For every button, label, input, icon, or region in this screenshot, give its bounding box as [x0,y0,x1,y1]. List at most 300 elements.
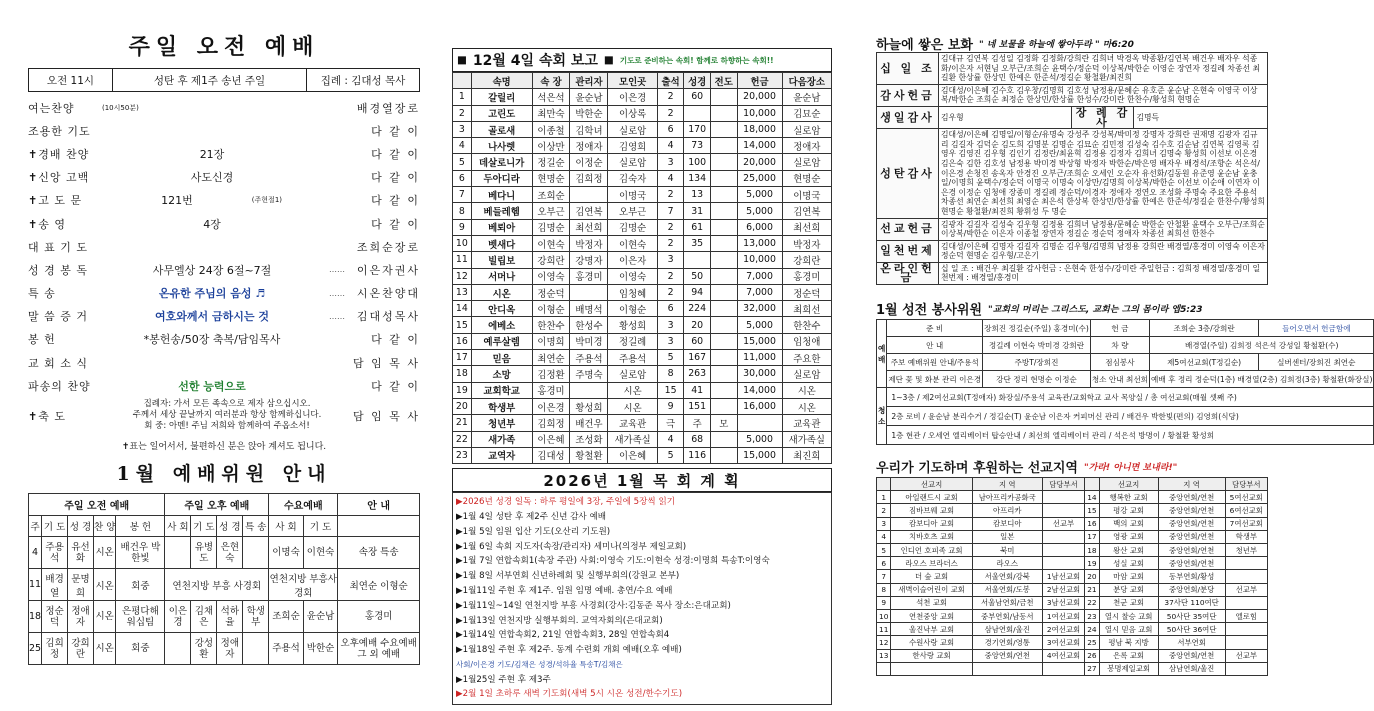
cell-report-col: 전도 [710,73,737,89]
service-row [877,371,1374,388]
cell-report-cell: 170 [684,121,711,137]
mission-cell: 5 [877,544,891,557]
mission-cell: 남아프리카공화국 [972,491,1042,504]
service-side: 예 배 [877,320,887,388]
order-label: 말 씀 증 거 [28,310,88,324]
order-label: 대 표 기 도 [28,240,88,254]
mission-cell: 13 [877,649,891,662]
cleaning-row [877,407,1374,426]
mission-cell: 삼남연회/울진 [972,623,1042,636]
mission-cell: 7여선교회 [1225,517,1267,530]
offering-column [876,0,1373,711]
mission-cell: 치바호츠 교회 [891,530,972,543]
mission-row [877,583,1268,596]
service-cell: 들어오면서 헌금함에 [1259,320,1374,337]
cell-report-cell: 17 [453,350,472,366]
committee-cell: 홍경미 [338,601,420,633]
offering-row [877,53,1268,85]
cell-report-cell: 14,000 [737,382,782,398]
committee-sub: 특 송 [243,516,269,537]
plan-item: ▶1월 5일 임원 입산 기도(오산리 기도원) [456,526,611,537]
cell-report-cell: 나사렛 [471,138,532,154]
order-who: 시온찬양대 [356,287,420,301]
cell-report-cell: 배명석 [570,301,608,317]
cell-report-cell [710,121,737,137]
stand-note: ✝표는 일어서서, 불편하신 분은 앉아 계셔도 됩니다. [121,442,327,453]
offering-names: 김우형 [939,106,1072,128]
cell-report-cell: 61 [684,219,711,235]
cell-report-cell: 실로암 [608,121,657,137]
committee-sub: 사 회 [269,516,304,537]
cell-report-cell: 10,000 [737,252,782,268]
mission-cell: 서울남연회/금천 [972,596,1042,609]
committee-row [29,633,420,665]
cell-report-cell: 윤순남 [782,89,831,105]
mission-cell: 21 [1085,583,1099,596]
mission-cell [1042,557,1084,570]
benediction-line: 회 중: 아멘! 주님 저희와 함께하여 주옵소서! [144,421,310,432]
offering-names: 김대규 김연복 김성일 김정화 김정화/강희란 김희녀 박경옥 박종환/김연복 배건우 배자우 석종화/이은자 서현님 오부근/조희순 윤택수/정순덕 이상복/박한순 이영순 장연자 정길례 차종선 최길환 한상률 한상민 한예은 한준석/정길순 황철환/최진희 [939,53,1268,85]
cell-report-cell: 정애자 [570,138,608,154]
offerings-table [876,52,1268,285]
order-row [28,258,420,281]
cell-report-cell: 14,000 [737,138,782,154]
mission-header [876,455,1268,477]
cell-report-cell: 6,000 [737,219,782,235]
order-who: 다 같 이 [371,217,420,231]
cell-report-cell: 이은혜 [608,447,657,463]
order-label: ✝경배 찬양 [28,147,90,161]
mission-cell: 인디언 호피족 교회 [891,544,972,557]
cell-report-cell: 3 [657,333,684,349]
cell-report-row [453,447,832,463]
cell-report-cell: 이형순 [608,301,657,317]
cell-report-cell: 9 [453,219,472,235]
order-label: 파송의 찬양 [28,379,91,393]
mission-cell: 15 [1085,504,1099,517]
cell-report-note: 기도로 준비하는 속회! 함께로 하향하는 속회!! [619,55,774,65]
cell-report-cell [570,284,608,300]
committee-sub: 기 도 [191,516,217,537]
mission-cell: 캄보디아 교회 [891,517,972,530]
cell-report-cell: 한찬수 [532,317,570,333]
offering-kind: 생일감사 [877,106,939,128]
mission-cell: 중앙연회/연천 [1158,544,1225,557]
cell-report-cell: 최선희 [782,219,831,235]
heaven-treasure-header [876,34,1268,52]
service-cell: 정길례 이현숙 박미경 강희란 [983,337,1091,354]
cell-report-cell: 5,000 [737,431,782,447]
committee-cell: 정애자 [217,633,243,665]
committee-sub: 기 도 [303,516,338,537]
mission-cell: 연천중앙 교회 [891,609,972,622]
mission-cell: 5여선교회 [1225,491,1267,504]
offering-row [877,129,1268,218]
cell-report-row [453,301,832,317]
service-cell: 주보 예배위원 안내/주용석 [887,354,983,371]
offering-row [877,218,1268,240]
mission-cell: 일본 [972,530,1042,543]
order-who: 다 같 이 [371,333,420,347]
cell-report-cell: 최희선 [782,301,831,317]
cell-report-col: 속명 [471,73,532,89]
cell-report-cell: 김묘순 [782,105,831,121]
square-icon: ■ [603,54,614,66]
plan-item: ▶1월18일 주현 후 제2주. 동계 수련회 개회 예배(오후 예배) [456,645,682,656]
cell-report-cell: 벳새다 [471,235,532,251]
offering-names: 김대성/이은혜 김명자 김길자 김명순 김우형/김명희 남정용 강희란 배경열/홍경미 이영숙 이은자 정순덕 현명순 김우형/고은기 [939,240,1268,262]
committee-cell: 이명숙 [269,537,304,569]
cell-report-cell: 임청혜 [608,284,657,300]
service-sermon-day: 성탄 후 제1주 송년 주일 [113,69,307,91]
committee-sub: 봉 헌 [116,516,165,537]
cell-report-cell: 5 [657,447,684,463]
mission-cell: 서부연회 [1158,636,1225,649]
service-cell: 주방T/장희진 [983,354,1091,371]
order-row [28,189,420,212]
order-row [28,142,420,165]
cell-report-cell: 이명국 [782,187,831,203]
mission-cell: 50사단 35여단 [1158,609,1225,622]
offering-row [877,84,1268,106]
cell-report-cell: 조성화 [570,431,608,447]
committee-cell: 은현숙 [217,537,243,569]
cell-report-cell: 예루살렘 [471,333,532,349]
order-item: 21장 [199,147,225,161]
cell-report-cell: 18,000 [737,121,782,137]
cell-report-cell: 강희란 [532,252,570,268]
cell-report-row [453,252,832,268]
offering-names: 김광자 김길자 김성숙 김우형 김정용 김희녀 남정용/문혜순 박한순 안철환 윤택수 오부근/조희순 이상복/박한순 이은자 이종철 장연자 정길순 정순덕 정애자 차종선 최희선 한찬수 [939,218,1268,240]
cell-report-cell: 4 [657,170,684,186]
plan-item: 사회/이은경 기도/김채은 성경/석하율 특송T/김채은 [456,659,623,669]
cell-report-cell: 에베소 [471,317,532,333]
cell-report-cell: 고린도 [471,105,532,121]
cell-report-cell [710,203,737,219]
cell-report-cell: 이은경 [608,89,657,105]
cell-report-col: 성경 [684,73,711,89]
cell-report-cell: 35 [684,235,711,251]
cell-report-cell: 134 [684,170,711,186]
committee-group: 주일 오후 예배 [165,494,269,516]
mission-cell: 열시 믿음 교회 [1099,623,1158,636]
order-row [28,235,420,258]
heaven-verse: " 네 보물을 하늘에 쌓아두라 " 마6:20 [978,39,1134,50]
mission-cell: 북미 [972,544,1042,557]
cell-report-cell: 강명자 [570,252,608,268]
cell-report-column [452,0,832,711]
cleaning-row [877,388,1374,407]
cell-report-cell: 6 [657,121,684,137]
order-label: 여는찬양 [28,101,75,115]
cell-report-cell: 김영희 [608,138,657,154]
committee-cell: 유병도 [191,537,217,569]
mission-cell: 중앙연회/연천 [1158,557,1225,570]
order-row [28,328,420,351]
service-header [28,68,420,92]
order-row [28,119,420,142]
cell-report-col: 관리자 [570,73,608,89]
cell-report-cell [684,252,711,268]
mission-cell: 4여선교회 [1042,649,1084,662]
mission-cell: 석천 교회 [891,596,972,609]
cell-report-cell [710,219,737,235]
service-cell: 점심봉사 [1090,354,1149,371]
cell-report-cell: 정길례 [608,333,657,349]
cell-report-row [453,154,832,170]
order-who: 다 같 이 [371,147,420,161]
mission-cell [1042,504,1084,517]
cell-report-cell: 13,000 [737,235,782,251]
mission-cell: 라오스 [972,557,1042,570]
cell-report-col: 출석 [657,73,684,89]
committee-cell: 윤순남 [303,601,338,633]
mission-cell: 경기연회/영통 [972,636,1042,649]
cell-report-row [453,235,832,251]
service-cell: 제단 꽃 및 화분 관리 이은경 [887,371,983,388]
committee-cell: 유선화 [68,537,94,569]
mission-cell: 8 [877,583,891,596]
cell-report-cell: 5 [657,350,684,366]
offering-names: 김대성/이은혜 김수호 김우창/김명희 김호성 남정용/문혜순 유호준 윤순남 은현숙 이영국 이상복/박한순 조희순 최정순 한상민/한상률 한성수/강미란 한찬수/황성희 현명순 [939,84,1268,106]
mission-cell: 분당 교회 [1099,583,1158,596]
mission-cell: 학생부 [1225,530,1267,543]
committee-cell: 배경열 [42,569,68,601]
cell-report-cell: 주명숙 [570,366,608,382]
committee-cell: 강희란 [68,633,94,665]
cell-report-cell: 73 [684,138,711,154]
mission-cell: 10 [877,609,891,622]
mission-head [877,478,891,491]
mission-row [877,596,1268,609]
cell-report-cell: 빌립보 [471,252,532,268]
cell-report-cell: 현명순 [532,170,570,186]
mission-cell: 11 [877,623,891,636]
order-item: 사도신경 [190,171,234,185]
committee-group: 수요예배 [269,494,338,516]
cell-report-cell [710,398,737,414]
worship-committee-table [28,493,420,665]
cell-report-cell: 홍경미 [782,268,831,284]
cell-report-cell: 최진희 [782,447,831,463]
cell-report-cell [710,366,737,382]
mission-cell: 중앙연회/연천 [1158,649,1225,662]
committee-cell: 조희순 [269,601,304,633]
cell-report-cell: 주 [684,415,711,431]
cell-report-row [453,317,832,333]
committee-cell: 김채은 [191,601,217,633]
mission-cell: 열시 찰승 교회 [1099,609,1158,622]
cell-report-cell [710,284,737,300]
offering-row [877,240,1268,262]
cell-report-cell: 3 [657,154,684,170]
cell-report-cell [710,447,737,463]
cell-report-cell: 25,000 [737,170,782,186]
offering-row [877,262,1268,284]
committee-cell: 4 [29,537,42,569]
cell-report-cell: 극 [657,415,684,431]
cell-report-cell: 20 [684,317,711,333]
worship-committee-title: 1월 예배위원 안내 [116,463,332,486]
order-who: 다 같 이 [371,124,420,138]
mission-cell: 서울연회/도봉 [972,583,1042,596]
cell-report-cell: 홍경미 [570,268,608,284]
order-label: 특 송 [28,287,56,301]
cell-report-cell: 주요한 [782,350,831,366]
mission-cell: 짐바브웨 교회 [891,504,972,517]
mission-cell: 아일랜드시 교회 [891,491,972,504]
mission-row [877,530,1268,543]
cell-report-cell: 263 [684,366,711,382]
committee-cell: 배건우 박한빛 [116,537,165,569]
cell-report-row [453,203,832,219]
order-dots: …… [329,288,345,298]
cell-report-cell: 15 [657,382,684,398]
mission-row [877,649,1268,662]
mission-cell: 왕산 교회 [1099,544,1158,557]
mission-head-row [877,478,1268,491]
service-cell: 차 량 [1090,337,1149,354]
offering-names: 김대성/이은혜 김명일/이형순/유명숙 강성주 강성복/박미정 강명자 강희란 권재명 김광자 김규리 김길자 김덕순 김도희 김명분 김명순 김묘순 김민정 김성숙 김수호 김순남 김연복 김영록 김영우 김영진 김우형 김인기 김정란/최윤혁 김정용 김정자 김희녀 김명숙 황성희 이선보 이은경 김은숙 김한 김호성 남정용 박미경 박상형 박정자 박한순/박은영 배자우 배경석/조향순 석은석/이은경 손청진 송옥자 안경진 오부근/조희순 오세인 오순자 유선화/김동원 유준영 윤순남 윤충일/이명희 윤택수/정순덕 이명국 이명숙 이상만/김명희 이상복/박한순 이선보 이순애 이연자 이은경 이정순 임청애 장종미 정길례 정순덕/이경자 정애자 정연오 조성화 주명숙 주요한 주용석 차종선 최연순 최선희 최영순 최은석 한상복 한상민/한상률 한예은 한준석/정길순 한찬수/황성희 현명순 황철환/최진희 황휘성 두 명순 [939,129,1268,218]
mission-head: 담당부서 [1225,478,1267,491]
plan-item: ▶1월11일~14일 연천지방 부흥 사경회(강사:김동준 목사 장소:은대교회) [456,600,731,611]
cell-report-cell: 실로암 [608,154,657,170]
cell-report-cell: 7,000 [737,268,782,284]
mission-cell: 중앙연회/연천 [972,649,1042,662]
cell-report-cell: 믿음 [471,350,532,366]
committee-cell: 정애자 [68,601,94,633]
cell-report-cell: 실로암 [782,154,831,170]
service-cell: 제5여선교회(T정길순) [1150,354,1259,371]
committee-cell: 은평다해 워십팀 [116,601,165,633]
offering-kind: 장 례 감 사 [1072,106,1134,128]
cell-report-row [453,366,832,382]
cell-report-cell: 2 [657,105,684,121]
cell-report-cell [710,382,737,398]
committee-row [29,601,420,633]
plan-item: ▶1월 4일 성탄 후 제2주 신년 감사 예배 [456,511,607,522]
committee-cell: 강성환 [191,633,217,665]
service-cell: 헌 금 [1090,320,1149,337]
plan-item: ▶2월 1일 초하루 새벽 기도회(새벽 5시 시온 성전/한수기도) [456,689,683,700]
mission-cell: 청년부 [1225,544,1267,557]
committee-sub: 성 경 [68,516,94,537]
cell-report-cell: 이정순 [570,154,608,170]
cleaning-side: 청 소 [877,388,887,445]
cell-report-col: 다음장소 [782,73,831,89]
cell-report-row [453,284,832,300]
cell-report-cell: 두아디라 [471,170,532,186]
committee-cell: 정순덕 [42,601,68,633]
cell-report-cell [710,89,737,105]
committee-head-row [29,494,420,516]
cell-report-cell [570,187,608,203]
order-who: 담 임 목 사 [353,356,420,370]
mission-cell: 2여선교회 [1042,623,1084,636]
cell-report-cell: 68 [684,431,711,447]
cell-report-box [452,48,832,72]
mission-cell [891,662,972,675]
cell-report-cell: 김희정 [570,170,608,186]
cell-report-cell: 데살로니가 [471,154,532,170]
committee-sub: 사 회 [165,516,191,537]
mission-cell: 삼남연회/울진 [1158,662,1225,675]
plan-item: ▶1월 7일 연합속회1(속장 주관) 사회:이영숙 기도:이현숙 성경:이명희 특송T:이영숙 [456,556,770,567]
cell-report-row [453,268,832,284]
cell-report-cell: 이현숙 [608,235,657,251]
cell-report-cell [710,187,737,203]
cell-report-cell: 교육관 [608,415,657,431]
cell-report-cell: 2 [657,235,684,251]
service-cell: 실버센터/장희진 최연순 [1259,354,1374,371]
cell-report-cell: 배건우 [570,415,608,431]
service-cell: 강단 정리 현명순 이정순 [983,371,1091,388]
cell-report-cell: 김대성 [532,447,570,463]
cell-report-cell: 김명순 [608,219,657,235]
cell-report-cell: 강희란 [782,252,831,268]
committee-cell: 11 [29,569,42,601]
committee-row [29,537,420,569]
cell-report-cell: 2 [657,268,684,284]
mission-cell: 27 [1085,662,1099,675]
cell-report-cell: 14 [453,301,472,317]
committee-cell: 시온 [94,601,116,633]
cell-report-cell: 11 [453,252,472,268]
committee-cell: 회중 [116,633,165,665]
offering-kind: 십 일 조 [877,53,939,85]
order-item: 선한 능력으로 [178,379,246,393]
cell-report-cell: 151 [684,398,711,414]
service-cell: 배경열(주일) 김희정 석은석 강성일 황철환(수) [1150,337,1374,354]
cell-report-cell: 이명국 [608,187,657,203]
service-time: 오전 11시 [29,69,113,91]
cell-report-cell [710,333,737,349]
order-row [28,96,420,119]
mission-head: 지 역 [1158,478,1225,491]
mission-cell: 중앙연회/분당 [1158,583,1225,596]
cell-report-cell: 이은자 [608,252,657,268]
mission-cell: 중부연회/남동서 [972,609,1042,622]
mission-row [877,609,1268,622]
cell-report-cell: 12 [453,268,472,284]
offering-names: 김명득 [1134,106,1268,128]
order-row [28,212,420,235]
service-row [877,320,1374,337]
committee-sub [338,516,420,537]
committee-cell: 이은경 [165,601,191,633]
cell-report-cell: 골로새 [471,121,532,137]
benediction-line: 집례자: 가서 모든 족속으로 제자 삼으십시오. [143,399,311,410]
cell-report-cell: 최연순 [532,350,570,366]
committee-cell: 시온 [94,569,116,601]
cell-report-cell [710,105,737,121]
cell-report-cell: 15 [453,317,472,333]
cell-report-cell: 4 [657,431,684,447]
cell-report-cell: 시온 [782,382,831,398]
offering-kind: 성탄감사 [877,129,939,218]
cell-report-cell: 5,000 [737,187,782,203]
cell-report-cell: 이상만 [532,138,570,154]
cell-report-cell: 박한순 [570,105,608,121]
cell-report-cell: 6 [657,301,684,317]
cell-report-cell: 16 [453,333,472,349]
mission-cell: 26 [1085,649,1099,662]
mission-cell: 25 [1085,636,1099,649]
cell-report-row [453,170,832,186]
cell-report-cell: 박정자 [782,235,831,251]
cell-report-cell: 교역자 [471,447,532,463]
cell-report-cell [737,415,782,431]
